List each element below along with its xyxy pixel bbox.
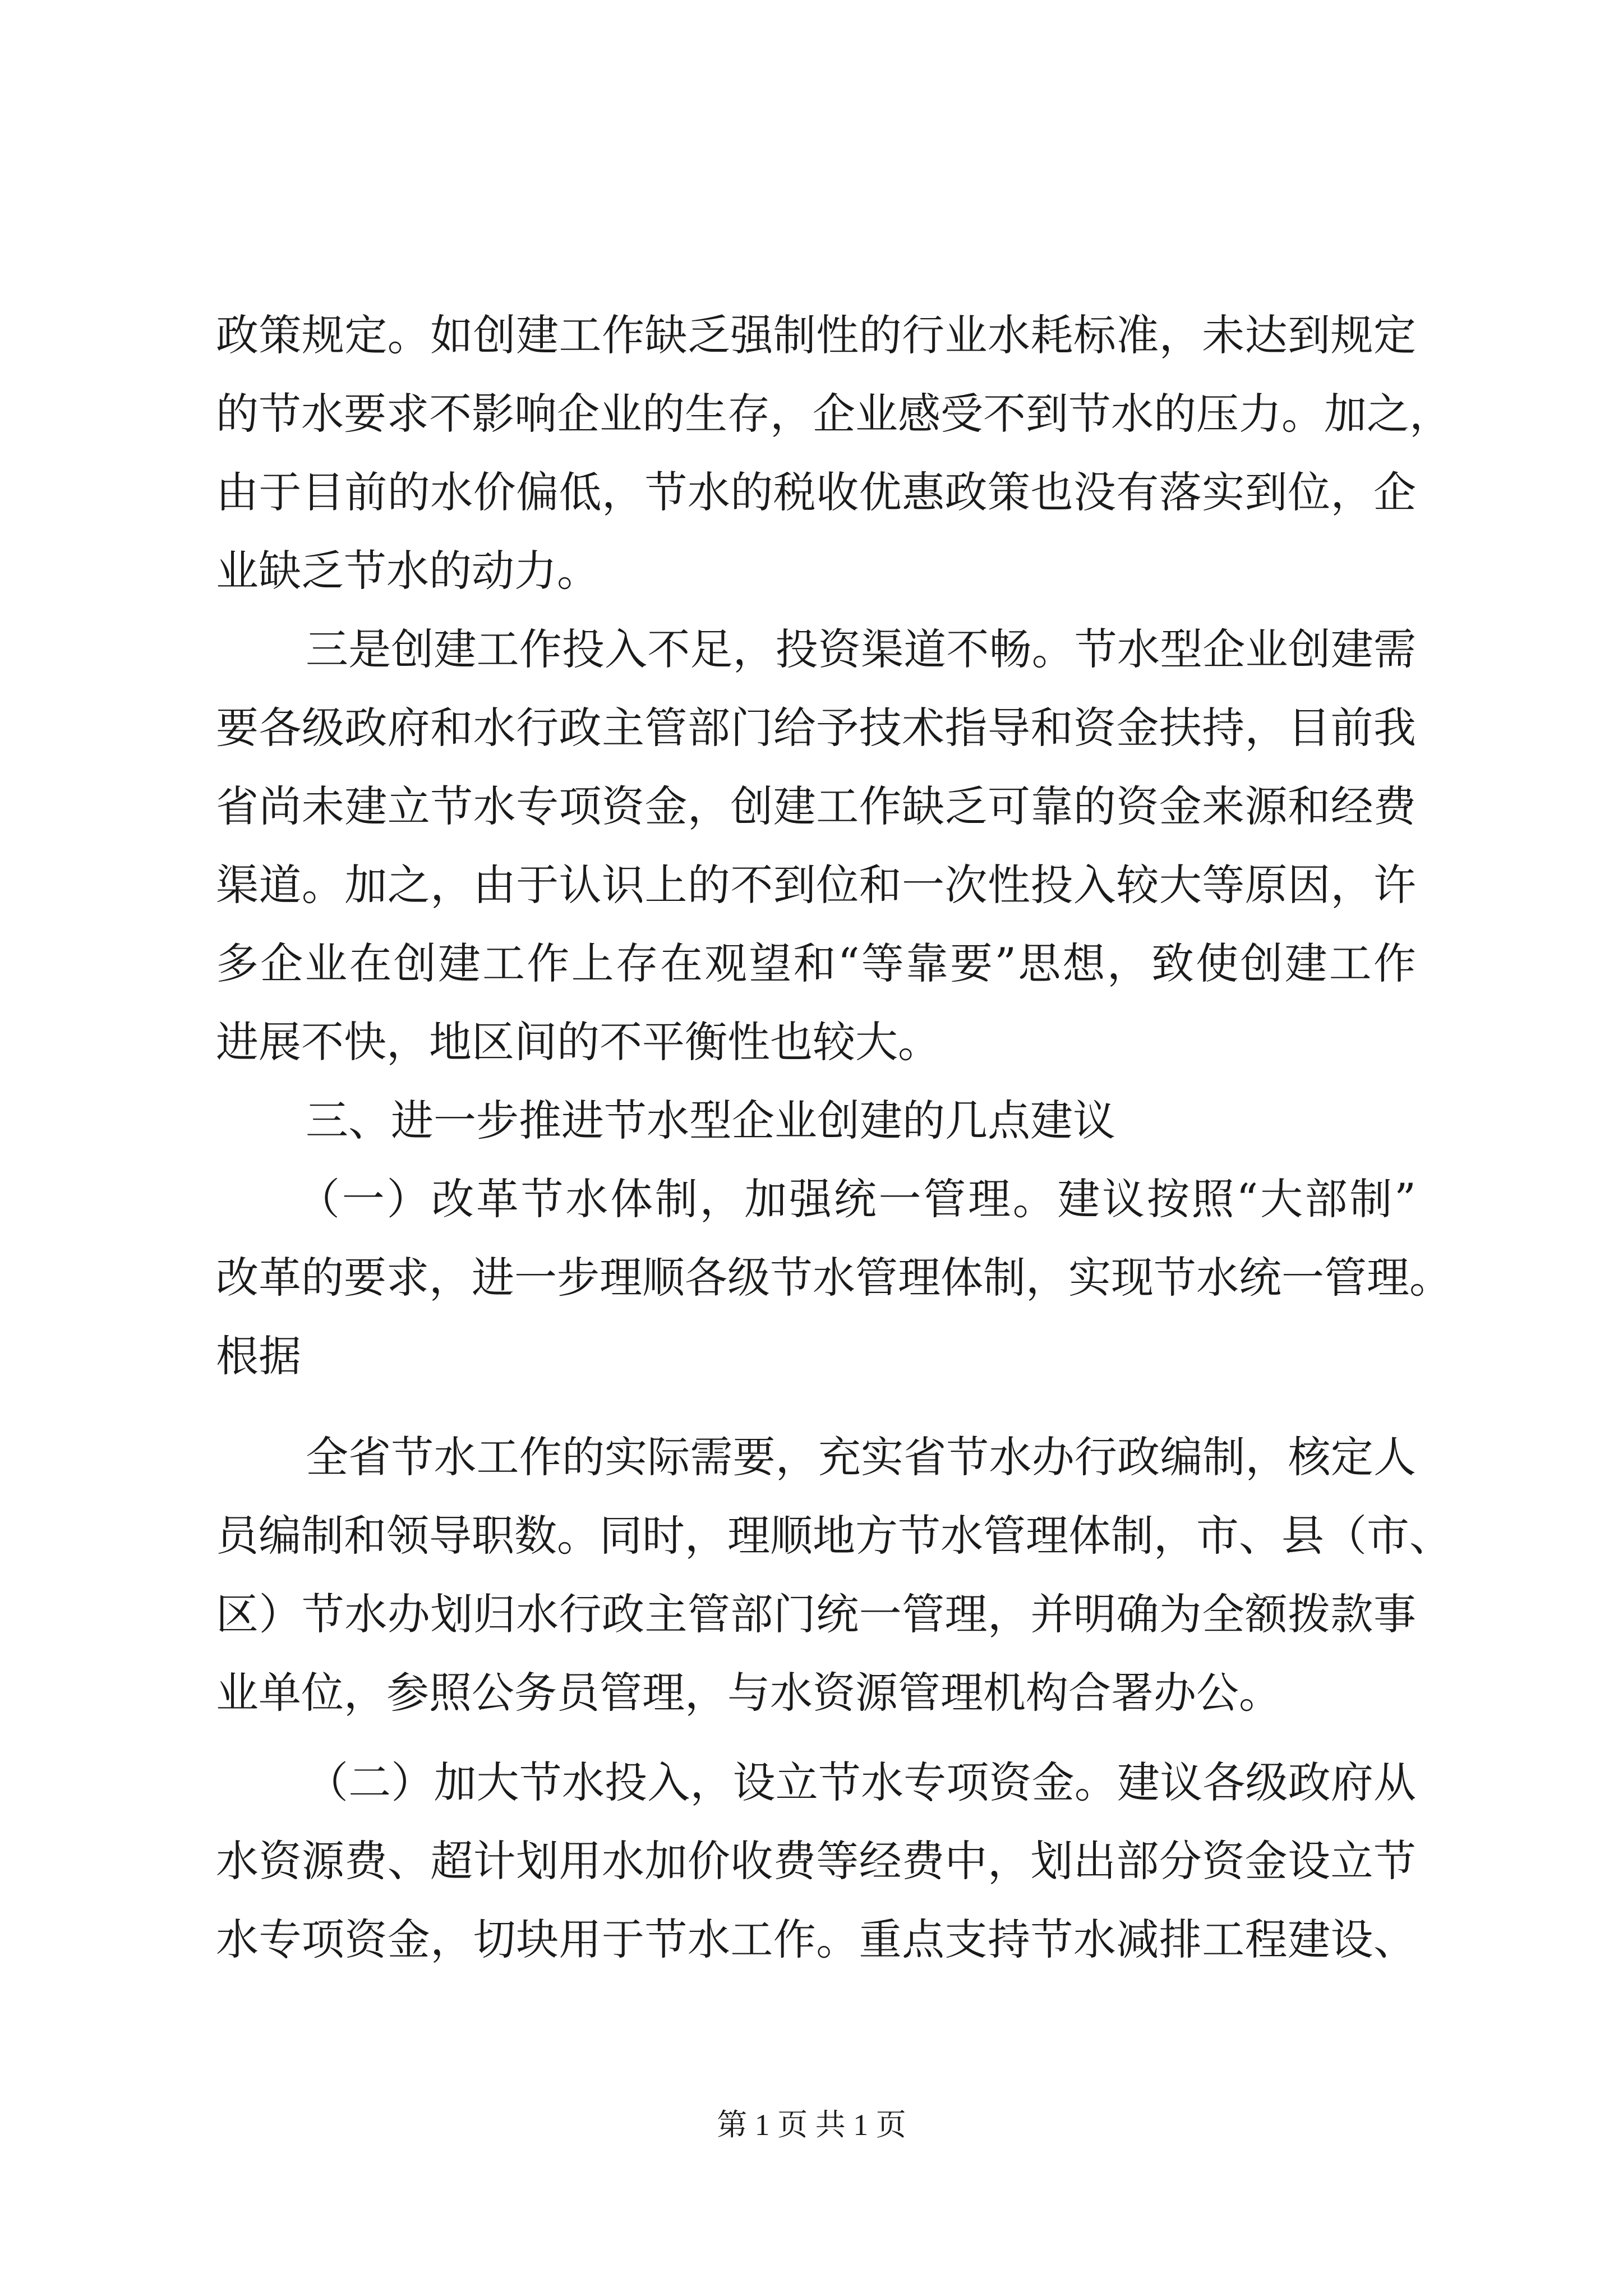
- paragraph-start: （二）加大节水投入，设立节水专项资金。建议各级政府从: [306, 1757, 1416, 1807]
- text-line: 员编制和领导职数。同时，理顺地方节水管理体制，市、县（市、: [216, 1511, 1452, 1561]
- text-line: 由于目前的水价偏低，节水的税收优惠政策也没有落实到位，企: [216, 467, 1416, 517]
- text-line: 要各级政府和水行政主管部门给予技术指导和资金扶持，目前我: [216, 703, 1416, 753]
- paragraph-start: （一）改革节水体制，加强统一管理。建议按照“大部制”: [297, 1174, 1416, 1224]
- text-line: 水专项资金，切块用于节水工作。重点支持节水减排工程建设、: [216, 1915, 1416, 1964]
- text-line: 进展不快，地区间的不平衡性也较大。: [216, 1017, 940, 1067]
- text-line: 改革的要求，进一步理顺各级节水管理体制，实现节水统一管理。: [216, 1253, 1452, 1303]
- text-line: 水资源费、超计划用水加价收费等经费中，划出部分资金设立节: [216, 1836, 1416, 1886]
- text-line: 业缺乏节水的动力。: [216, 546, 600, 596]
- text-line: 的节水要求不影响企业的生存，企业感受不到节水的压力。加之，: [216, 389, 1452, 439]
- text-line: 多企业在创建工作上存在观望和“等靠要”思想，致使创建工作: [216, 938, 1416, 988]
- section-heading: 三、进一步推进节水型企业创建的几点建议: [306, 1096, 1115, 1145]
- text-line: 渠道。加之，由于认识上的不到位和一次性投入较大等原因，许: [216, 860, 1416, 910]
- text-line: 政策规定。如创建工作缺乏强制性的行业水耗标准，未达到规定: [216, 310, 1416, 360]
- text-line: 省尚未建立节水专项资金，创建工作缺乏可靠的资金来源和经费: [216, 781, 1416, 831]
- text-line: 根据: [216, 1331, 301, 1381]
- paragraph-start: 全省节水工作的实际需要，充实省节水办行政编制，核定人: [306, 1432, 1416, 1482]
- page-footer: 第 1 页 共 1 页: [717, 2108, 906, 2142]
- paragraph-start: 三是创建工作投入不足，投资渠道不畅。节水型企业创建需: [306, 624, 1416, 674]
- text-line: 业单位，参照公务员管理，与水资源管理机构合署办公。: [216, 1668, 1281, 1718]
- text-line: 区）节水办划归水行政主管部门统一管理，并明确为全额拨款事: [216, 1589, 1416, 1639]
